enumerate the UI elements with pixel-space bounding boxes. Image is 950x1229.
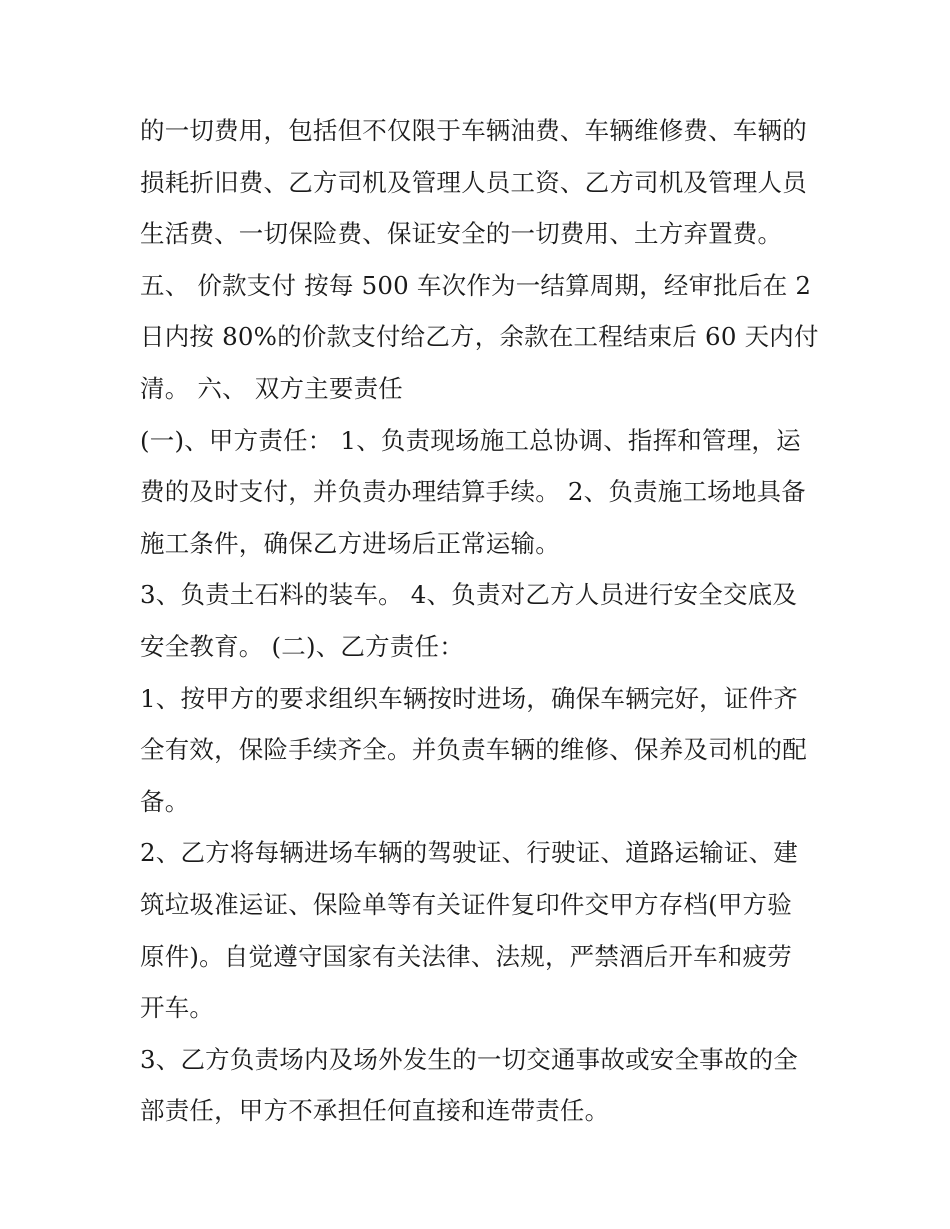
text-line: 日内按 80%的价款支付给乙方，余款在工程结束后 60 天内付 — [140, 322, 819, 352]
text-line: 施工条件，确保乙方进场后正常运输。 — [140, 528, 560, 558]
text-line: 开车。 — [140, 993, 215, 1023]
text-line: 3、乙方负责场内及场外发生的一切交通事故或安全事故的全 — [140, 1044, 798, 1074]
text-line: 2、乙方将每辆进场车辆的驾驶证、行驶证、道路运输证、建 — [140, 838, 798, 868]
party-a-responsibility-line: (一)、甲方责任： 1、负责现场施工总协调、指挥和管理，运 — [140, 425, 801, 455]
text-line: 备。 — [140, 786, 190, 816]
text-line: 全有效，保险手续齐全。并负责车辆的维修、保养及司机的配 — [140, 735, 807, 765]
text-line: 费的及时支付，并负责办理结算手续。 2、负责施工场地具备 — [140, 477, 806, 507]
contract-text — [140, 105, 819, 1137]
text-line: 生活费、一切保险费、保证安全的一切费用、土方弃置费。 — [140, 219, 783, 249]
text-line: 损耗折旧费、乙方司机及管理人员工资、乙方司机及管理人员 — [140, 167, 807, 197]
text-line: 筑垃圾准运证、保险单等有关证件复印件交甲方存档(甲方验 — [140, 889, 792, 919]
section-five-line: 五、 价款支付 按每 500 车次作为一结算周期，经审批后在 2 — [140, 270, 812, 300]
text-line: 的一切费用，包括但不仅限于车辆油费、车辆维修费、车辆的 — [140, 116, 807, 145]
section-six-line: 清。 六、 双方主要责任 — [140, 373, 403, 403]
text-line: 原件)。自觉遵守国家有关法律、法规，严禁酒后开车和疲劳 — [140, 941, 792, 971]
party-b-responsibility-line: 安全教育。 (二)、乙方责任： — [140, 631, 464, 661]
text-line: 1、按甲方的要求组织车辆按时进场，确保车辆完好，证件齐 — [140, 683, 798, 713]
text-line: 部责任，甲方不承担任何直接和连带责任。 — [140, 1096, 610, 1126]
text-line: 3、负责土石料的装车。 4、负责对乙方人员进行安全交底及 — [140, 580, 798, 610]
